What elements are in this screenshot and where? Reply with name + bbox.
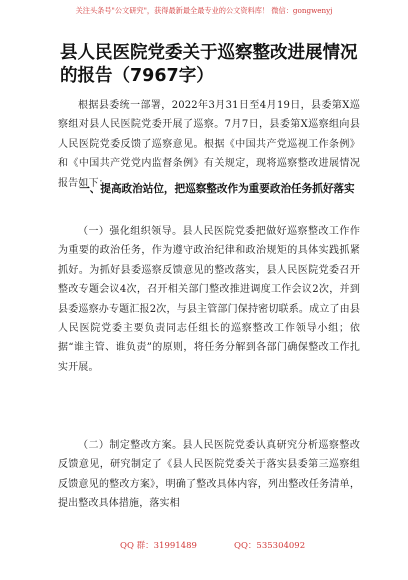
intro-paragraph: 根据县委统一部署，2022年3月31日至4月19日，县委第X巡察组对县人民医院党委开展了巡察。7月7日，县委第X巡察组向县人民医院党委反馈了巡察意见。根据《中国共产党巡视工作条例》和《中国共产党党内监督条例》有关规定，现将巡察整改进展情况报告如下：	[58, 100, 360, 189]
document-title: 县人民医院党委关于巡察整改进展情况的报告（7967字）	[60, 43, 358, 86]
body-paragraph: （二）制定整改方案。县人民医院党委认真研究分析巡察整改反馈意见，研究制定了《县人民医院党委关于落实县委第三巡察组反馈意见的整改方案》，明确了整改具体内容，列出整改任务清单，提出整改具体措施，落实相	[58, 440, 360, 510]
header-banner: 关注头条号"公文研究"，获得最新最全最专业的公文资料库！ 微信：gongwenyj	[75, 6, 333, 15]
body-paragraph: （一）强化组织领导。县人民医院党委把做好巡察整改工作作为重要的政治任务，作为遵守政治纪律和政治规矩的具体实践抓紧抓好。为抓好县委巡察反馈意见的整改落实，县人民医院党委召开整改专题会议4次，召开相关部门整改推进调度工作会议2次，并到县委巡察办专题汇报2次，与县主管部门保持密切联系。成立了由县人民医院党委主要负责同志任组长的巡察整改工作领导小组；依据“谁主管、谁负责”的原则，将任务分解到各部门确保整改工作扎实开展。	[58, 226, 360, 373]
footer-qq-group: QQ 群：31991489	[120, 541, 197, 551]
section-heading: 一、提高政治站位，把巡察整改作为重要政治任务抓好落实	[79, 183, 355, 195]
footer-qq: QQ：535304092	[234, 541, 306, 551]
